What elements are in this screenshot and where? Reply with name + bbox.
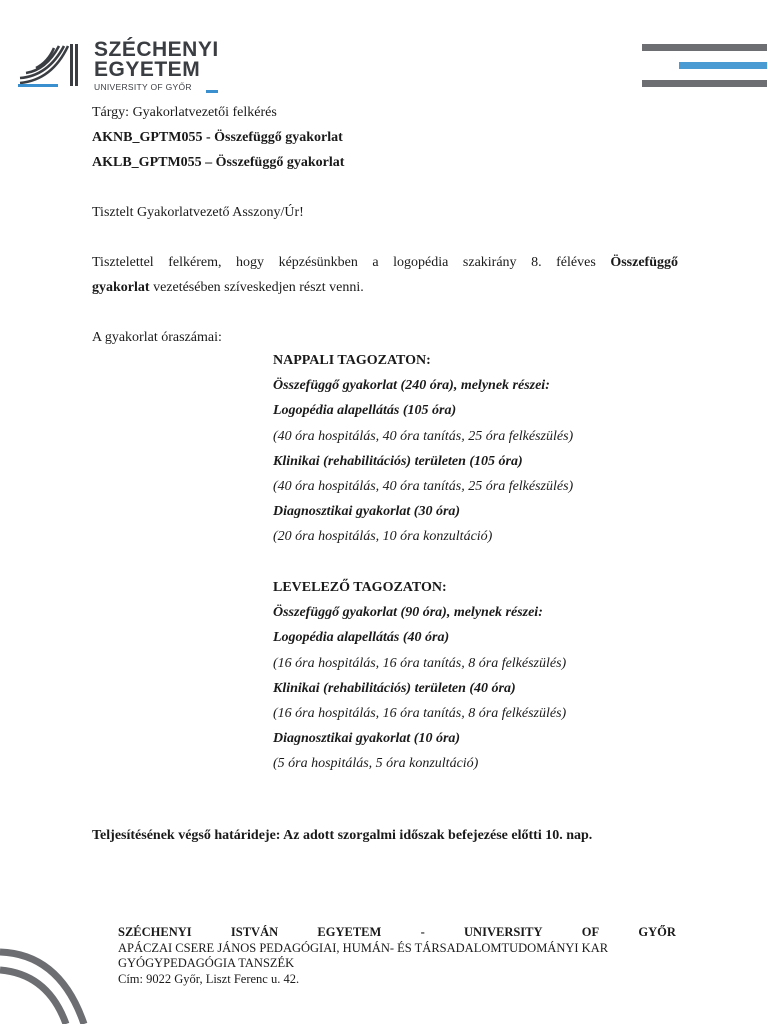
request-paragraph-line-2	[92, 275, 678, 300]
nappali-item-detail: (40 óra hospitálás, 40 óra tanítás, 25 óra felkészülés)	[273, 428, 574, 444]
logo-line-2: EGYETEM	[94, 58, 201, 81]
nappali-item-detail: (20 óra hospitálás, 10 óra konzultáció)	[273, 529, 493, 545]
stripe-gray-bottom	[642, 80, 767, 87]
logo-accent-bar	[206, 90, 218, 93]
footer-university-name	[118, 925, 676, 941]
blank-spacer	[92, 225, 678, 250]
request-text: Tisztelettel felkérem, hogy képzésünkben a logopédia szakirány 8. féléves	[92, 255, 611, 270]
logo-line-1: SZÉCHENYI	[94, 38, 219, 61]
request-course-bold-2: gyakorlat	[92, 280, 150, 295]
levelezo-heading: LEVELEZŐ TAGOZATON:	[273, 580, 447, 595]
blank-spacer	[92, 175, 678, 200]
levelezo-section	[273, 575, 693, 777]
footer-address	[118, 925, 676, 987]
footer-word: EGYETEM	[317, 925, 382, 939]
request-text-2: vezetésében szíveskedjen részt venni.	[149, 280, 364, 295]
deadline-statement: Teljesítésének végső határideje: Az adott szorgalmi időszak befejezése előtti 10. nap.	[92, 828, 593, 843]
hours-intro: A gyakorlat óraszámai:	[92, 330, 222, 345]
footer-word: GYŐR	[638, 925, 676, 939]
nappali-section	[273, 348, 693, 550]
request-course-bold: Összefüggő	[610, 255, 678, 270]
logo-subtitle-text: UNIVERSITY OF GYŐR	[94, 82, 192, 92]
subject-line: Tárgy: Gyakorlatvezetői felkérés	[92, 105, 277, 120]
levelezo-total: Összefüggő gyakorlat (90 óra), melynek részei:	[273, 605, 543, 621]
levelezo-item-detail: (5 óra hospitálás, 5 óra konzultáció)	[273, 756, 479, 772]
levelezo-item-title: Klinikai (rehabilitációs) területen (40 óra)	[273, 680, 516, 696]
levelezo-item-title: Diagnosztikai gyakorlat (10 óra)	[273, 731, 461, 747]
nappali-item-title: Logopédia alapellátás (105 óra)	[273, 403, 457, 419]
nappali-item-title: Diagnosztikai gyakorlat (30 óra)	[273, 504, 461, 520]
letter-body	[92, 100, 678, 350]
nappali-item-detail: (40 óra hospitálás, 40 óra tanítás, 25 óra felkészülés)	[273, 478, 574, 494]
logo-wordmark	[94, 40, 219, 92]
footer-word: ISTVÁN	[230, 925, 279, 939]
stripe-blue-middle	[679, 62, 767, 69]
nappali-heading: NAPPALI TAGOZATON:	[273, 353, 431, 368]
course-code-2: AKLB_GPTM055 – Összefüggő gyakorlat	[92, 155, 345, 170]
footer-word: SZÉCHENYI	[118, 925, 192, 939]
university-logo-mark-icon	[18, 40, 80, 88]
footer-faculty: APÁCZAI CSERE JÁNOS PEDAGÓGIAI, HUMÁN- ÉS TÁRSADALOMTUDOMÁNYI KAR	[118, 940, 609, 955]
footer-word: UNIVERSITY	[464, 925, 543, 939]
levelezo-item-detail: (16 óra hospitálás, 16 óra tanítás, 8 óra felkészülés)	[273, 655, 567, 671]
blank-spacer	[92, 300, 678, 325]
university-logo	[18, 40, 228, 90]
levelezo-item-title: Logopédia alapellátás (40 óra)	[273, 630, 450, 646]
salutation: Tisztelt Gyakorlatvezető Asszony/Úr!	[92, 205, 304, 220]
footer-department: GYÓGYPEDAGÓGIA TANSZÉK	[118, 956, 295, 970]
request-paragraph-line-1	[92, 250, 678, 275]
header-stripes	[642, 44, 768, 88]
nappali-item-title: Klinikai (rehabilitációs) területen (105 óra)	[273, 453, 523, 469]
footer-word: OF	[581, 925, 600, 939]
footer-word: -	[420, 925, 425, 939]
levelezo-item-detail: (16 óra hospitálás, 16 óra tanítás, 8 óra felkészülés)	[273, 705, 567, 721]
nappali-total: Összefüggő gyakorlat (240 óra), melynek részei:	[273, 378, 550, 394]
stripe-gray-top	[642, 44, 767, 51]
logo-subtitle	[94, 82, 219, 92]
footer-address-line: Cím: 9022 Győr, Liszt Ferenc u. 42.	[118, 971, 300, 986]
course-code-1: AKNB_GPTM055 - Összefüggő gyakorlat	[92, 130, 343, 145]
decorative-arcs-icon	[0, 930, 100, 1024]
